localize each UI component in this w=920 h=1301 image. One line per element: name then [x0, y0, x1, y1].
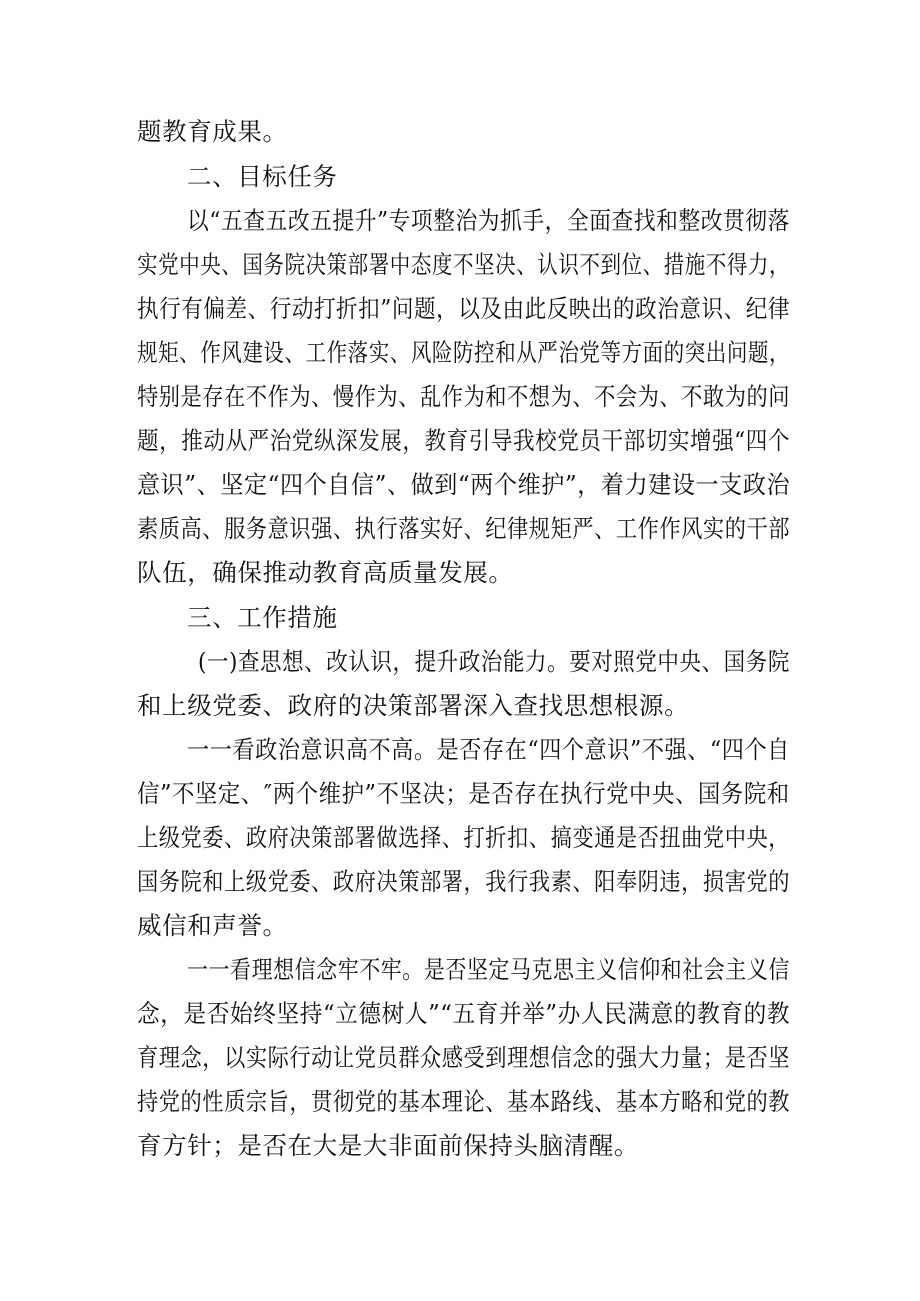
text-line: 信”不坚定、″两个维护”不坚决；是否存在执行党中央、国务院和 — [137, 779, 790, 808]
text-line: 题，推动从严治党纵深发展，教育引导我校党员干部切实增强“四个 — [137, 426, 790, 455]
text-line: 执行有偏差、行动打折扣”问题，以及由此反映出的政治意识、纪律 — [137, 294, 790, 323]
text-line: 持党的性质宗旨，贯彻党的基本理论、基本路线、基本方略和党的教 — [137, 1087, 791, 1116]
section-heading: 三、工作措施 — [187, 603, 338, 632]
text-line: 念，是否始终坚持“立德树人”“五育并举”办人民满意的教育的教 — [137, 999, 791, 1028]
text-line: 一一看政治意识高不高。是否存在“四个意识”不强、“四个自 — [187, 735, 790, 764]
text-line: 以“五查五改五提升”专项整治为抓手，全面查找和整改贯彻落 — [187, 206, 790, 235]
text-line: 意识”、坚定“四个自信”、做到“两个维护”，着力建设一支政治 — [137, 470, 791, 499]
text-line: 题教育成果。 — [137, 117, 288, 146]
text-line: 和上级党委、政府的决策部署深入查找思想根源。 — [137, 691, 690, 720]
text-line: 育理念，以实际行动让党员群众感受到理想信念的强大力量；是否坚 — [137, 1043, 791, 1072]
text-line: 队伍，确保推动教育高质量发展。 — [137, 558, 514, 587]
section-heading: 二、目标任务 — [187, 162, 338, 191]
text-line: 上级党委、政府决策部署做选择、打折扣、搞变通是否扭曲党中央， — [137, 823, 791, 852]
text-line: 威信和声誉。 — [137, 911, 288, 940]
text-line: 规矩、作风建设、工作落实、风险防控和从严治党等方面的突出问题， — [137, 338, 791, 367]
text-line: 素质高、服务意识强、执行落实好、纪律规矩严、工作作风实的干部 — [137, 514, 791, 543]
text-line: 特别是存在不作为、慢作为、乱作为和不想为、不会为、不敢为的问 — [137, 382, 791, 411]
text-line: 国务院和上级党委、政府决策部署，我行我素、阳奉阴违，损害党的 — [137, 867, 791, 896]
text-line: 育方针；是否在大是大非面前保持头脑清醒。 — [137, 1131, 639, 1160]
text-line: 一一看理想信念牢不牢。是否坚定马克思主义信仰和社会主义信 — [187, 955, 790, 984]
text-line: (一)查思想、改认识，提升政治能力。要对照党中央、国务院 — [198, 647, 790, 676]
text-line: 实党中央、国务院决策部署中态度不坚决、认识不到位、措施不得力， — [137, 250, 791, 279]
